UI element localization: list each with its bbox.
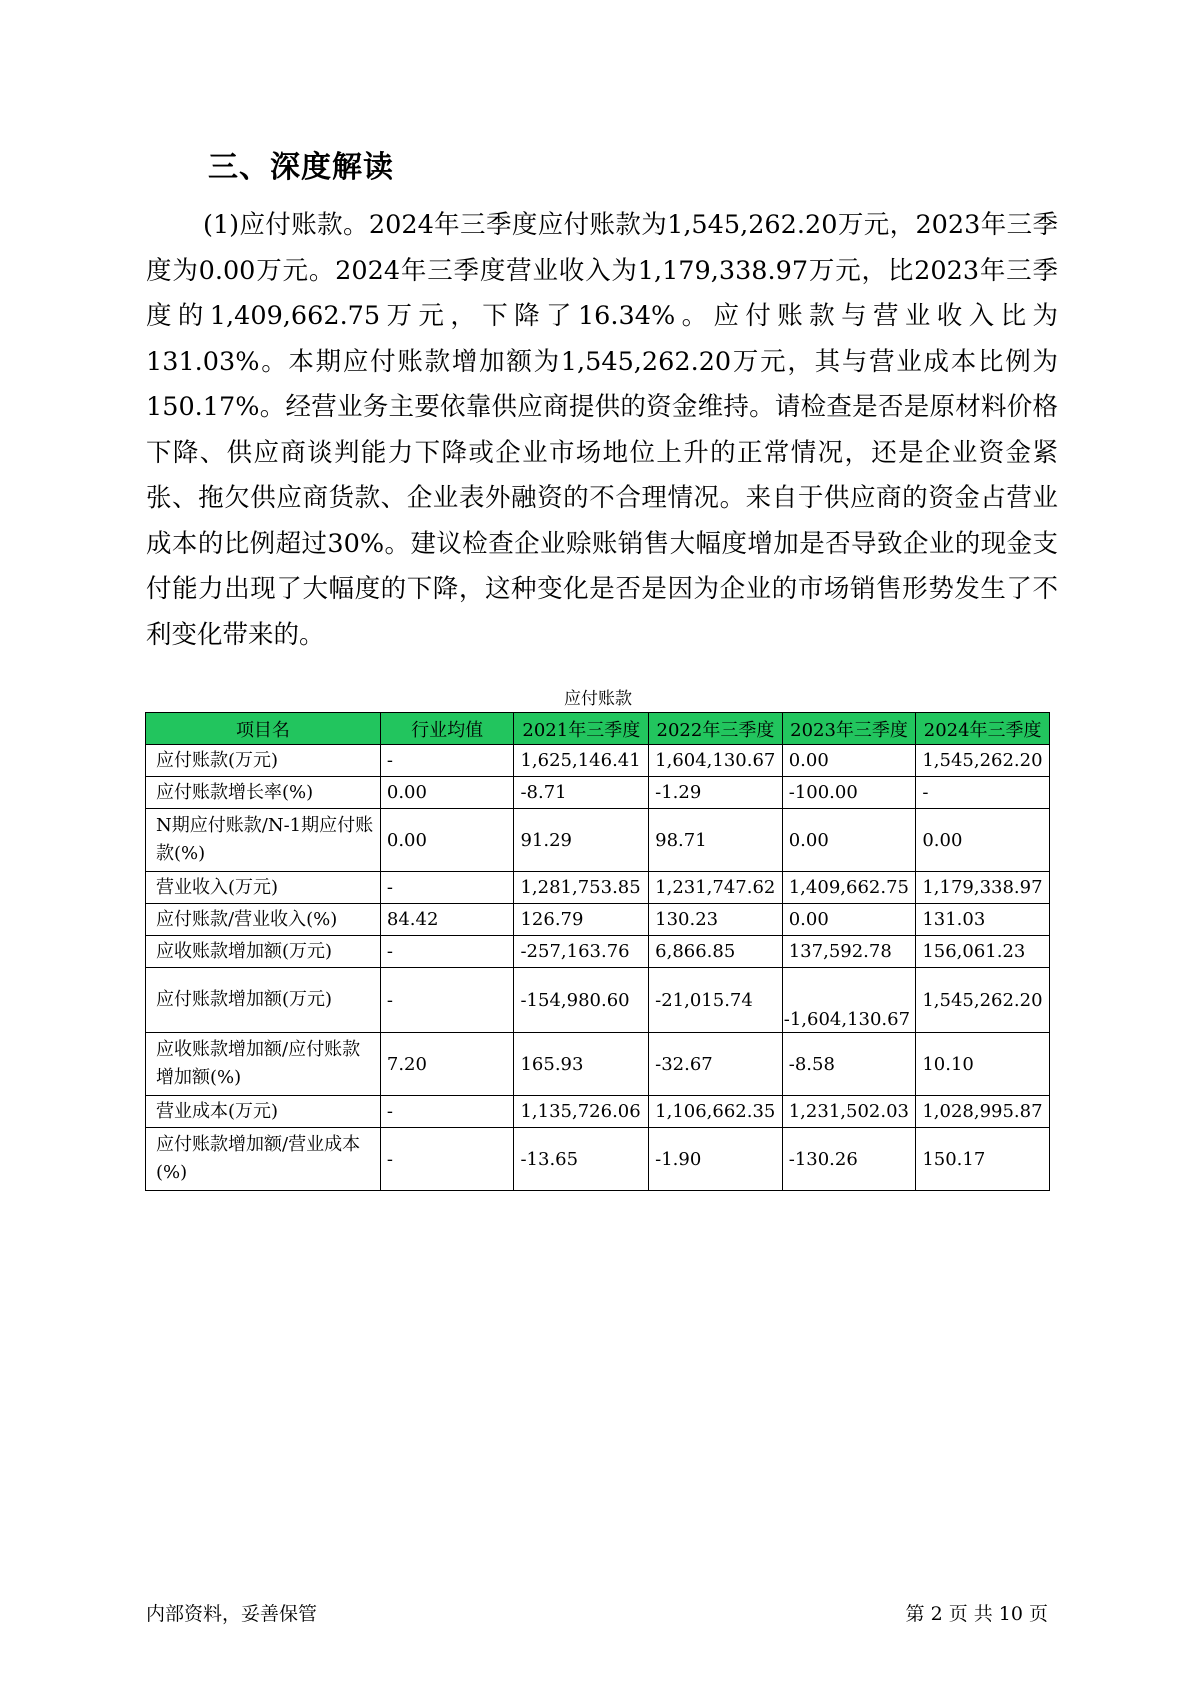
table-cell: 1,028,995.87 (916, 1096, 1050, 1128)
table-cell: -130.26 (782, 1128, 916, 1191)
table-cell: 91.29 (514, 809, 649, 872)
table-cell: - (380, 968, 514, 1033)
analysis-paragraph: (1)应付账款。2024年三季度应付账款为1,545,262.20万元，2023年三季度为0.00万元。2024年三季度营业收入为1,179,338.97万元，比2023年三季度的1,409,662.75万元，下降了16.34%。应付账款与营业收入比为131.03%。本期应付账款增加额为1,545,262.20万元，其与营业成本比例为150.17%。经营业务主要依靠供应商提供的资金维持。请检查是否是原材料价格下降、供应商谈判能力下降或企业市场地位上升的正常情况，还是企业资金紧张、拖欠供应商货款、企业表外融资的不合理情况。来自于供应商的资金占营业成本的比例超过30%。建议检查企业赊账销售大幅度增加是否导致企业的现金支付能力出现了大幅度的下降，这种变化是否是因为企业的市场销售形势发生了不利变化带来的。 (146, 210, 1058, 650)
table-cell: -8.71 (514, 777, 649, 809)
table-cell: -154,980.60 (514, 968, 649, 1033)
table-cell: 10.10 (916, 1033, 1050, 1096)
row-label: 应付账款(万元) (146, 745, 381, 777)
table-cell: -8.58 (782, 1033, 916, 1096)
table-cell: 1,231,502.03 (782, 1096, 916, 1128)
table-cell: 0.00 (916, 809, 1050, 872)
table-cell: 1,179,338.97 (916, 872, 1050, 904)
row-label: 营业成本(万元) (146, 1096, 381, 1128)
header-industry-average: 行业均值 (380, 713, 514, 745)
table-cell: 98.71 (649, 809, 783, 872)
table-cell: 1,231,747.62 (649, 872, 783, 904)
table-cell: 130.23 (649, 904, 783, 936)
table-cell: - (380, 1096, 514, 1128)
table-cell: 1,409,662.75 (782, 872, 916, 904)
header-2023-q3: 2023年三季度 (782, 713, 916, 745)
table-cell: 156,061.23 (916, 936, 1050, 968)
table-cell: 150.17 (916, 1128, 1050, 1191)
table-row (146, 777, 1050, 809)
table-cell: 1,135,726.06 (514, 1096, 649, 1128)
accounts-payable-table (145, 712, 1050, 1191)
table-cell: -100.00 (782, 777, 916, 809)
row-label: 应收账款增加额(万元) (146, 936, 381, 968)
row-label: N期应付账款/N-1期应付账款(%) (146, 809, 381, 872)
body-paragraph-block (146, 203, 1058, 658)
table-cell: -1.29 (649, 777, 783, 809)
table-cell: 137,592.78 (782, 936, 916, 968)
row-label: 应付账款增加额/营业成本(%) (146, 1128, 381, 1191)
row-label: 应付账款增长率(%) (146, 777, 381, 809)
table-row (146, 968, 1050, 1033)
header-item-name: 项目名 (146, 713, 381, 745)
row-label: 应付账款增加额(万元) (146, 968, 381, 1033)
table-row (146, 1096, 1050, 1128)
table-cell: -21,015.74 (649, 968, 783, 1033)
table-cell: 0.00 (782, 745, 916, 777)
footer-confidential-note: 内部资料，妥善保管 (146, 1603, 318, 1625)
table-cell: 1,545,262.20 (916, 968, 1050, 1033)
table-row (146, 1033, 1050, 1096)
table-row (146, 1128, 1050, 1191)
table-row (146, 745, 1050, 777)
table-cell: 1,625,146.41 (514, 745, 649, 777)
table-cell: - (380, 936, 514, 968)
section-heading: 三、深度解读 (208, 150, 394, 185)
table-cell: -257,163.76 (514, 936, 649, 968)
table-header-row (146, 713, 1050, 745)
footer-page-number: 第 2 页 共 10 页 (905, 1603, 1048, 1625)
table-cell: - (380, 1128, 514, 1191)
table-caption: 应付账款 (564, 689, 632, 709)
table-row (146, 904, 1050, 936)
header-2021-q3: 2021年三季度 (514, 713, 649, 745)
table-cell: 1,545,262.20 (916, 745, 1050, 777)
table-cell: - (380, 745, 514, 777)
table-cell: 165.93 (514, 1033, 649, 1096)
table-cell: 1,604,130.67 (649, 745, 783, 777)
table-cell: 0.00 (782, 809, 916, 872)
table-cell: 0.00 (380, 777, 514, 809)
table-row (146, 936, 1050, 968)
table-cell: -1.90 (649, 1128, 783, 1191)
table-row (146, 809, 1050, 872)
table-cell: 6,866.85 (649, 936, 783, 968)
table-cell: -13.65 (514, 1128, 649, 1191)
header-2022-q3: 2022年三季度 (649, 713, 783, 745)
row-label: 应收账款增加额/应付账款增加额(%) (146, 1033, 381, 1096)
row-label: 营业收入(万元) (146, 872, 381, 904)
table-cell: -1,604,130.67 (782, 968, 916, 1033)
table-cell: 7.20 (380, 1033, 514, 1096)
table-cell: 1,106,662.35 (649, 1096, 783, 1128)
table-cell: 131.03 (916, 904, 1050, 936)
table-row (146, 872, 1050, 904)
table-cell: -32.67 (649, 1033, 783, 1096)
table-cell: 84.42 (380, 904, 514, 936)
header-2024-q3: 2024年三季度 (916, 713, 1050, 745)
row-label: 应付账款/营业收入(%) (146, 904, 381, 936)
table-cell: - (916, 777, 1050, 809)
table-cell: - (380, 872, 514, 904)
table-cell: 0.00 (380, 809, 514, 872)
table-cell: 126.79 (514, 904, 649, 936)
table-cell: 0.00 (782, 904, 916, 936)
table-cell: 1,281,753.85 (514, 872, 649, 904)
